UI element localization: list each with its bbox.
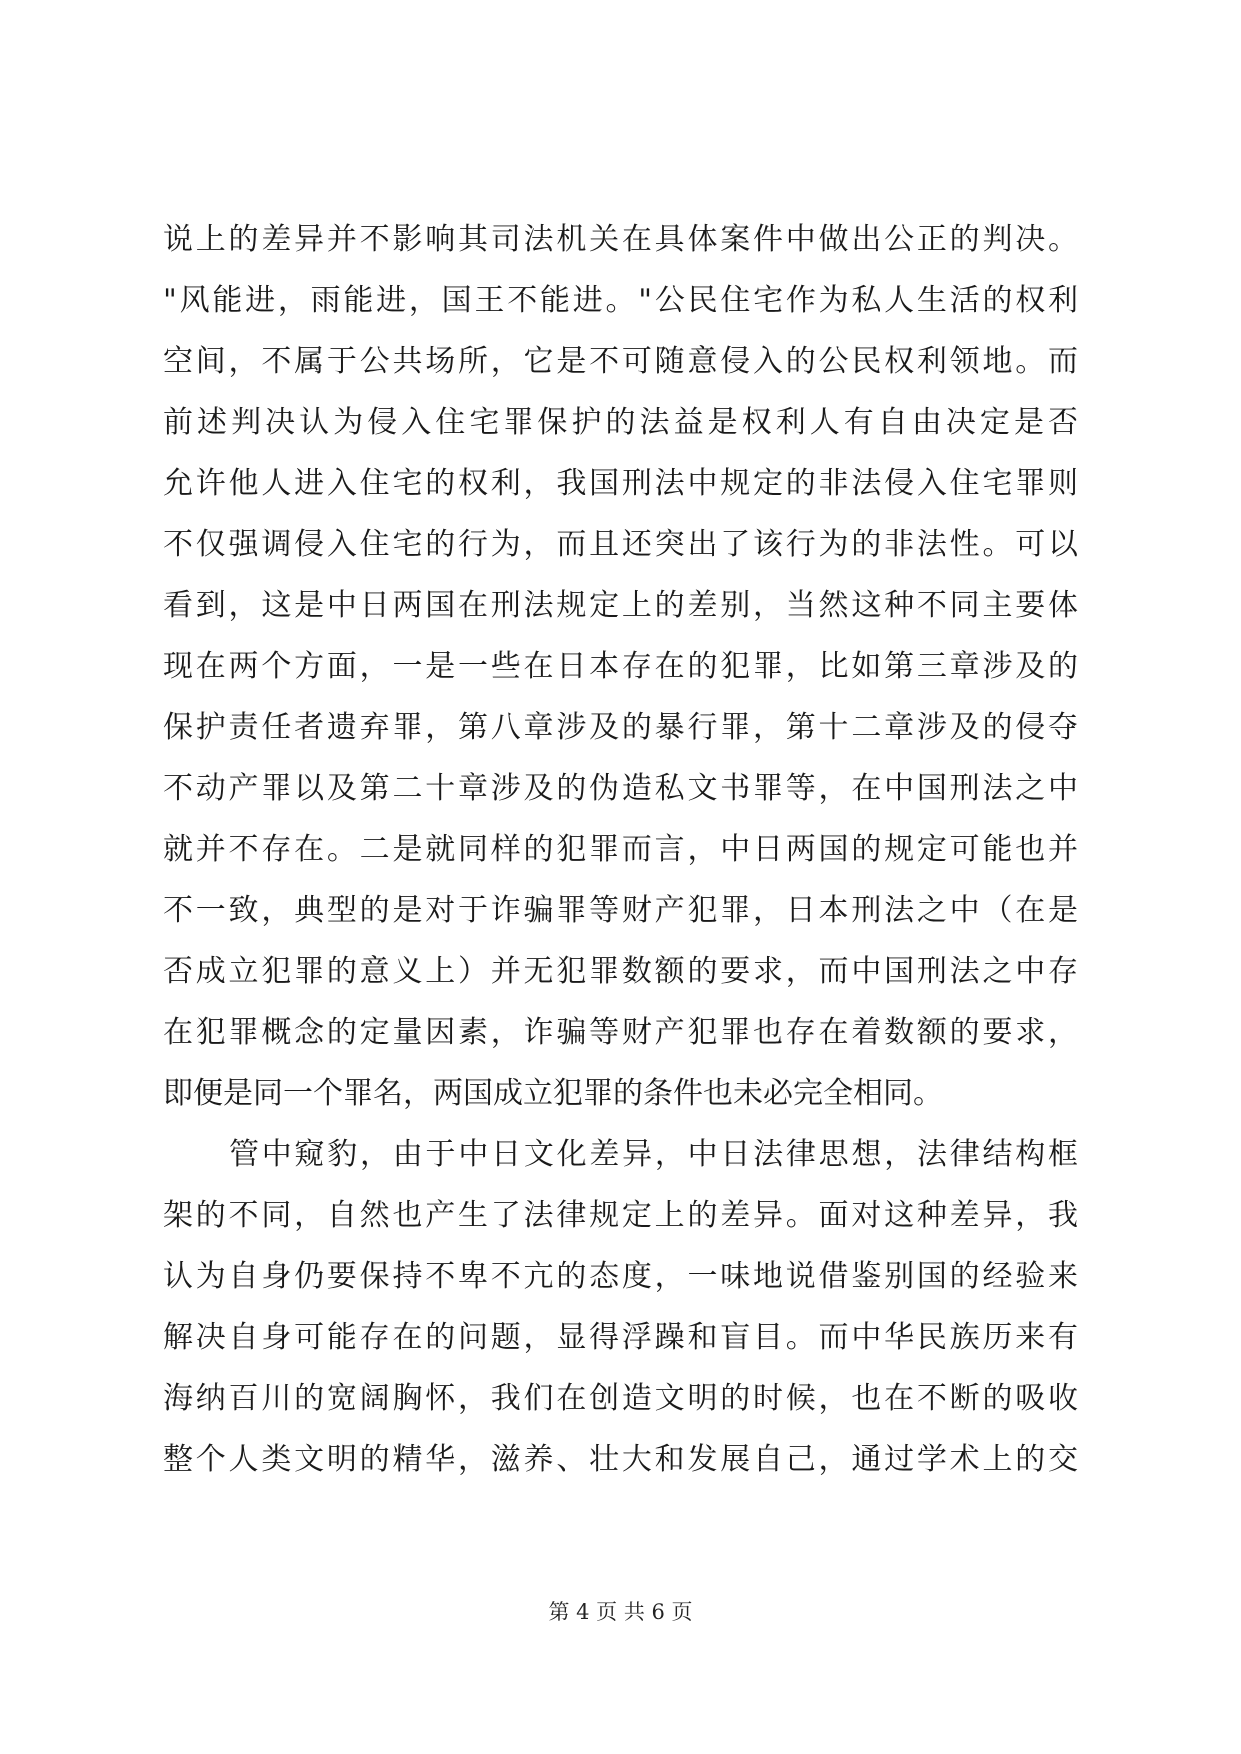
text-line: 看到，这是中日两国在刑法规定上的差别，当然这种不同主要体 <box>163 588 1078 623</box>
text-line: 说上的差异并不影响其司法机关在具体案件中做出公正的判决。 <box>163 222 1078 257</box>
page-number-footer: 第 4 页 共 6 页 <box>548 1600 693 1624</box>
text-line: 空间，不属于公共场所，它是不可随意侵入的公民权利领地。而 <box>163 344 1078 379</box>
text-line: 整个人类文明的精华，滋养、壮大和发展自己，通过学术上的交 <box>163 1442 1078 1477</box>
text-line: 海纳百川的宽阔胸怀，我们在创造文明的时候，也在不断的吸收 <box>163 1381 1078 1416</box>
text-line: 在犯罪概念的定量因素，诈骗等财产犯罪也存在着数额的要求， <box>163 1015 1078 1050</box>
text-line: 保护责任者遗弃罪，第八章涉及的暴行罪，第十二章涉及的侵夺 <box>163 710 1078 745</box>
body-text <box>163 209 1078 1490</box>
text-line: 否成立犯罪的意义上）并无犯罪数额的要求，而中国刑法之中存 <box>163 954 1078 989</box>
text-line: 就并不存在。二是就同样的犯罪而言，中日两国的规定可能也并 <box>163 832 1078 867</box>
text-line: 前述判决认为侵入住宅罪保护的法益是权利人有自由决定是否 <box>163 405 1078 440</box>
text-line: 不一致，典型的是对于诈骗罪等财产犯罪，日本刑法之中（在是 <box>163 893 1078 928</box>
text-line: 不仅强调侵入住宅的行为，而且还突出了该行为的非法性。可以 <box>163 527 1078 562</box>
text-line: 即便是同一个罪名，两国成立犯罪的条件也未必完全相同。 <box>163 1076 943 1111</box>
text-line: 不动产罪以及第二十章涉及的伪造私文书罪等，在中国刑法之中 <box>163 771 1078 806</box>
text-line: "风能进，雨能进，国王不能进。"公民住宅作为私人生活的权利 <box>163 283 1078 318</box>
text-line: 现在两个方面，一是一些在日本存在的犯罪，比如第三章涉及的 <box>163 649 1078 684</box>
text-line: 认为自身仍要保持不卑不亢的态度，一味地说借鉴别国的经验来 <box>163 1259 1078 1294</box>
text-line: 解决自身可能存在的问题，显得浮躁和盲目。而中华民族历来有 <box>163 1320 1078 1355</box>
text-line: 允许他人进入住宅的权利，我国刑法中规定的非法侵入住宅罪则 <box>163 466 1078 501</box>
text-line: 管中窥豹，由于中日文化差异，中日法律思想，法律结构框 <box>229 1137 1078 1172</box>
text-line: 架的不同，自然也产生了法律规定上的差异。面对这种差异，我 <box>163 1198 1078 1233</box>
